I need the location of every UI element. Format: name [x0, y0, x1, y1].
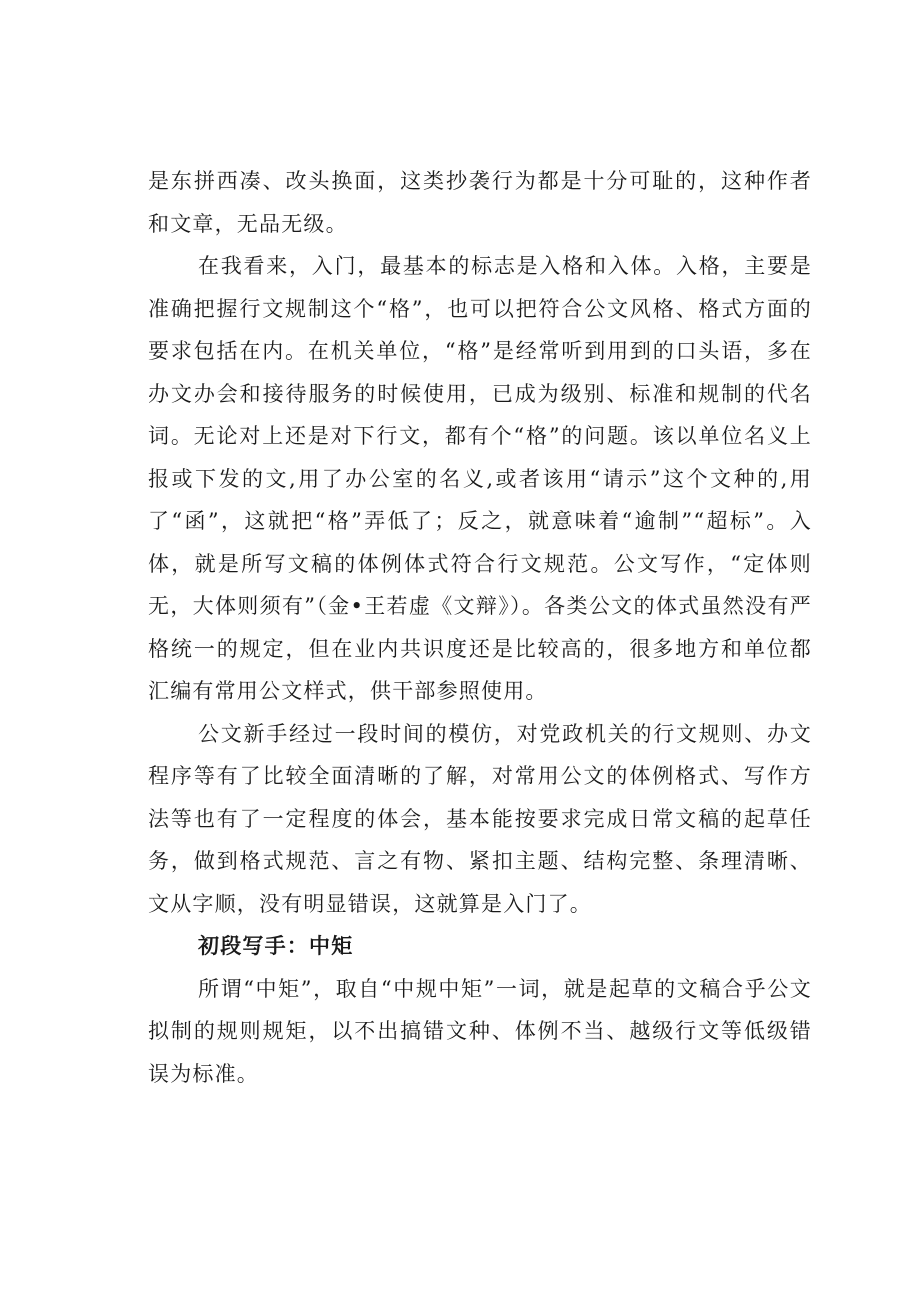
section-heading: 初段写手：中矩 — [198, 933, 354, 958]
paragraph-entry-standard: 在我看来，入门，最基本的标志是入格和入体。入格，主要是准确把握行文规制这个“格”，也可以把符合公文风格、格式方面的要求包括在内。在机关单位，“格”是经常听到用到的口头语，多在办文办会和接待服务的时候使用，已成为级别、标准和规制的代名词。无论对上还是对下行文，都有个“格”的问题。该以单位名义上报或下发的文,用了办公室的名义,或者该用“请示”这个文种的,用了“函”，这就把“格”弄低了；反之，就意味着“逾制”“超标”。入体，就是所写文稿的体例体式符合行文规范。公文写作，“定体则无，大体则须有”（金•王若虚《文辩》）。各类公文的体式虽然没有严格统一的规定，但在业内共识度还是比较高的，很多地方和单位都汇编有常用公文样式，供干部参照使用。 — [148, 254, 812, 703]
paragraph-zhongju-definition: 所谓“中矩”，取自“中规中矩”一词，就是起草的文稿合乎公文拟制的规则规矩，以不出搞错文种、体例不当、越级行文等低级错误为标准。 — [148, 976, 812, 1086]
paragraph-continuation: 是东拼西凑、改头换面，这类抄袭行为都是十分可耻的，这种作者和文章，无品无级。 — [148, 169, 812, 236]
paragraph-novice-progress: 公文新手经过一段时间的模仿，对党政机关的行文规则、办文程序等有了比较全面清晰的了解，对常用公文的体例格式、写作方法等也有了一定程度的体会，基本能按要求完成日常文稿的起草任务，做到格式规范、言之有物、紧扣主题、结构完整、条理清晰、文从字顺，没有明显错误，这就算是入门了。 — [148, 721, 812, 916]
document-body — [148, 160, 812, 1095]
